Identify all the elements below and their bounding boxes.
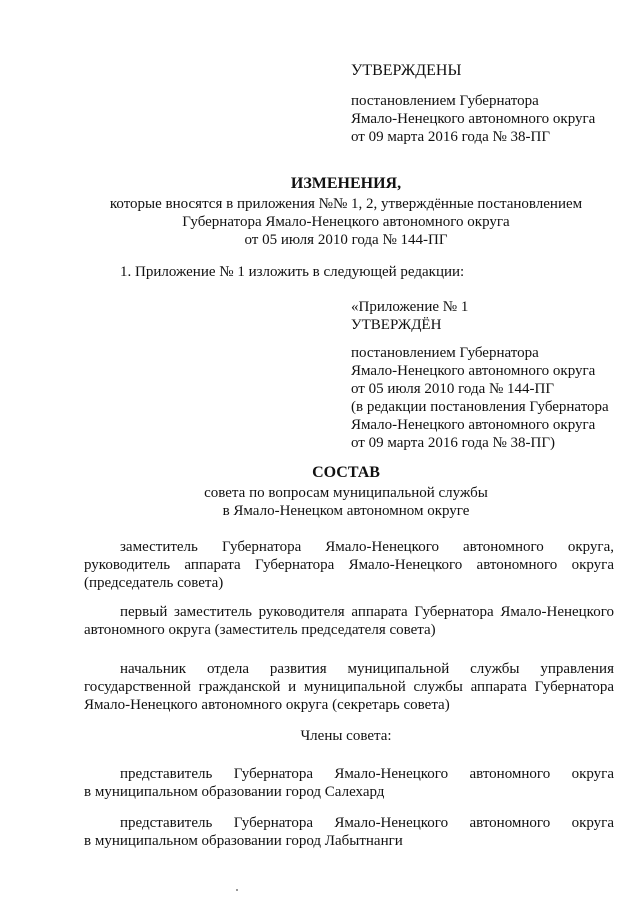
approval-line-1: постановлением Губернатора	[351, 93, 539, 109]
approval-details	[351, 92, 595, 146]
paragraph-secretary-line-2: государственной гражданской и муниципальной службы аппарата Губернатора	[84, 679, 614, 695]
approval-line-3: от 09 марта 2016 года № 38-ПГ	[351, 129, 551, 145]
appendix-line-2: УТВЕРЖДЁН	[351, 317, 442, 333]
paragraph-deputy-line-2: автономного округа (заместитель председателя совета)	[84, 622, 436, 638]
appendix-line-4: Ямало-Ненецкого автономного округа	[351, 363, 596, 379]
paragraph-chair-line-3: (председатель совета)	[84, 575, 224, 591]
item-1: 1. Приложение № 1 изложить в следующей редакции:	[120, 264, 465, 280]
appendix-line-8: от 09 марта 2016 года № 38-ПГ)	[351, 435, 556, 451]
composition-title: СОСТАВ	[312, 464, 380, 481]
paragraph-salekhard-line-2: в муниципальном образовании город Салехард	[84, 784, 385, 800]
paragraph-secretary-line-1: начальник отдела развития муниципальной службы управления	[120, 661, 614, 677]
changes-title: ИЗМЕНЕНИЯ,	[290, 175, 402, 192]
appendix-line-5: от 05 июля 2010 года № 144-ПГ	[351, 381, 555, 397]
paragraph-labytnangi-line-1: представитель Губернатора Ямало-Ненецкого автономного округа	[120, 815, 614, 831]
appendix-line-3: постановлением Губернатора	[351, 345, 539, 361]
changes-line-2: Губернатора Ямало-Ненецкого автономного округа	[182, 214, 510, 230]
appendix-line-1: «Приложение № 1	[351, 299, 469, 315]
paragraph-secretary-line-3: Ямало-Ненецкого автономного округа (секретарь совета)	[84, 697, 450, 713]
paragraph-salekhard-line-1: представитель Губернатора Ямало-Ненецкого автономного округа	[120, 766, 614, 782]
scan-speck	[236, 889, 238, 891]
appendix-details	[351, 344, 609, 452]
paragraph-labytnangi-line-2: в муниципальном образовании город Лабытнанги	[84, 833, 403, 849]
members-heading: Члены совета:	[300, 728, 392, 744]
approval-title: УТВЕРЖДЕНЫ	[351, 62, 462, 79]
appendix-line-7: Ямало-Ненецкого автономного округа	[351, 417, 596, 433]
appendix-line-6: (в редакции постановления Губернатора	[351, 399, 609, 415]
composition-line-1: совета по вопросам муниципальной службы	[204, 485, 488, 501]
appendix-header	[351, 298, 468, 334]
paragraph-chair-line-1: заместитель Губернатора Ямало-Ненецкого автономного округа,	[120, 539, 614, 555]
changes-line-1: которые вносятся в приложения №№ 1, 2, утверждённые постановлением	[109, 196, 583, 212]
approval-line-2: Ямало-Ненецкого автономного округа	[351, 111, 596, 127]
paragraph-chair-line-2: руководитель аппарата Губернатора Ямало-Ненецкого автономного округа	[84, 557, 614, 573]
composition-line-2: в Ямало-Ненецком автономном округе	[222, 503, 470, 519]
approval-block	[351, 62, 461, 80]
changes-line-3: от 05 июля 2010 года № 144-ПГ	[244, 232, 448, 248]
paragraph-deputy-line-1: первый заместитель руководителя аппарата Губернатора Ямало-Ненецкого	[120, 604, 614, 620]
